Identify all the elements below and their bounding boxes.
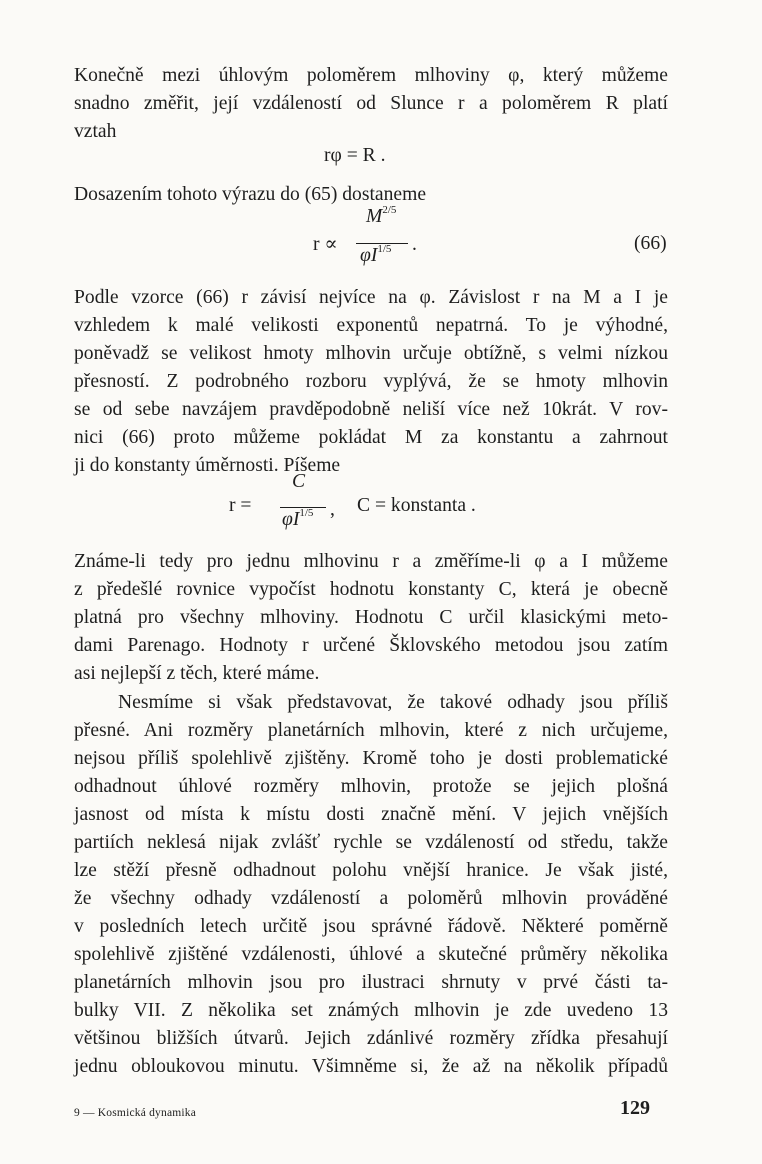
text-line: přesné. Ani rozměry planetárních mlhovin, které z nich určujeme, [74, 720, 668, 741]
text-line: většinou bližších útvarů. Jejich zdánlivé rozměry zřídka přesahují [74, 1028, 668, 1049]
text-line: snadno změřit, její vzdáleností od Slunce r a poloměrem R platí [74, 93, 668, 114]
text-line: lze stěží přesně odhadnout polohu vnější hranice. Je však jisté, [74, 860, 668, 881]
page-number: 129 [620, 1097, 650, 1119]
text-line: nici (66) proto můžeme pokládat M za konstantu a zahrnout [74, 427, 668, 448]
text-line: asi nejlepší z těch, které máme. [74, 663, 320, 684]
text-line: partiích neklesá nijak zvlášť rychle se vzdáleností od středu, takže [74, 832, 668, 853]
text-line: platná pro všechny mlhoviny. Hodnotu C určil klasickými meto- [74, 607, 668, 628]
text-line: Dosazením tohoto výrazu do (65) dostaneme [74, 184, 427, 205]
text-line: Nesmíme si však představovat, že takové odhady jsou příliš [118, 692, 668, 713]
eq66-denominator: $\varphi I^{1/5}$ [360, 243, 392, 266]
text-line: vzhledem k malé velikosti exponentů nepatrná. To je výhodné, [74, 315, 668, 336]
text-line: planetárních mlhovin jsou pro ilustraci shrnuty v prvé části ta- [74, 972, 668, 993]
text-line: Podle vzorce (66) r závisí nejvíce na φ. Závislost r na M a I je [74, 287, 668, 308]
text-line: ji do konstanty úměrnosti. Píšeme [74, 455, 341, 476]
text-line: bulky VII. Z několika set známých mlhovin je zde uvedeno 13 [74, 1000, 668, 1021]
text-line: dami Parenago. Hodnoty r určené Šklovského metodou jsou zatím [74, 635, 668, 656]
text-line: z předešlé rovnice vypočíst hodnotu konstanty C, která je obecně [74, 579, 668, 600]
eq-c-numerator: C [292, 471, 306, 492]
text-line: v posledních letech určitě jsou správné řádově. Některé poměrně [74, 916, 668, 937]
eq-c-lhs: r = [229, 495, 252, 516]
text-line: jednu obloukovou minutu. Všimněme si, že až na několik případů [74, 1056, 668, 1077]
eq-c-comma: , [330, 499, 335, 520]
text-line: Konečně mezi úhlovým poloměrem mlhoviny φ, který můžeme [74, 65, 668, 86]
eq-c-rhs: C = konstanta . [357, 495, 476, 516]
text-line: vztah [74, 121, 117, 142]
text-line: nejsou příliš spolehlivě zjištěny. Kromě toho je dosti problematické [74, 748, 668, 769]
text-line: jasnost od místa k místu dosti značně mění. V jejich vnějších [74, 804, 668, 825]
eq66-numerator: $M^{2/5}$ [366, 204, 397, 227]
eq-c-denominator: $\varphi I^{1/5}$ [282, 507, 314, 530]
text-line: Známe-li tedy pro jednu mlhovinu r a změříme-li φ a I můžeme [74, 551, 668, 572]
text-line: že všechny odhady vzdáleností a poloměrů mlhovin prováděné [74, 888, 668, 909]
text-line: spolehlivě zjištěné vzdálenosti, úhlové a skutečné průměry několika [74, 944, 668, 965]
text-line: poněvadž se velikost hmoty mlhovin určuje obtížně, s velmi nízkou [74, 343, 668, 364]
equation-number: (66) [634, 233, 667, 254]
eq66-lhs: r ∝ [313, 234, 338, 255]
footer-signature: 9 — Kosmická dynamika [74, 1107, 197, 1119]
text-line: se od sebe navzájem pravděpodobně neliší více než 10krát. V rov- [74, 399, 668, 420]
eq66-period: . [412, 234, 417, 255]
text-line: přesností. Z podrobného rozboru vyplývá, že se hmoty mlhovin [74, 371, 668, 392]
text-line: odhadnout úhlové rozměry mlhovin, protože se jejich plošná [74, 776, 668, 797]
equation-r-phi: rφ = R . [324, 145, 386, 166]
